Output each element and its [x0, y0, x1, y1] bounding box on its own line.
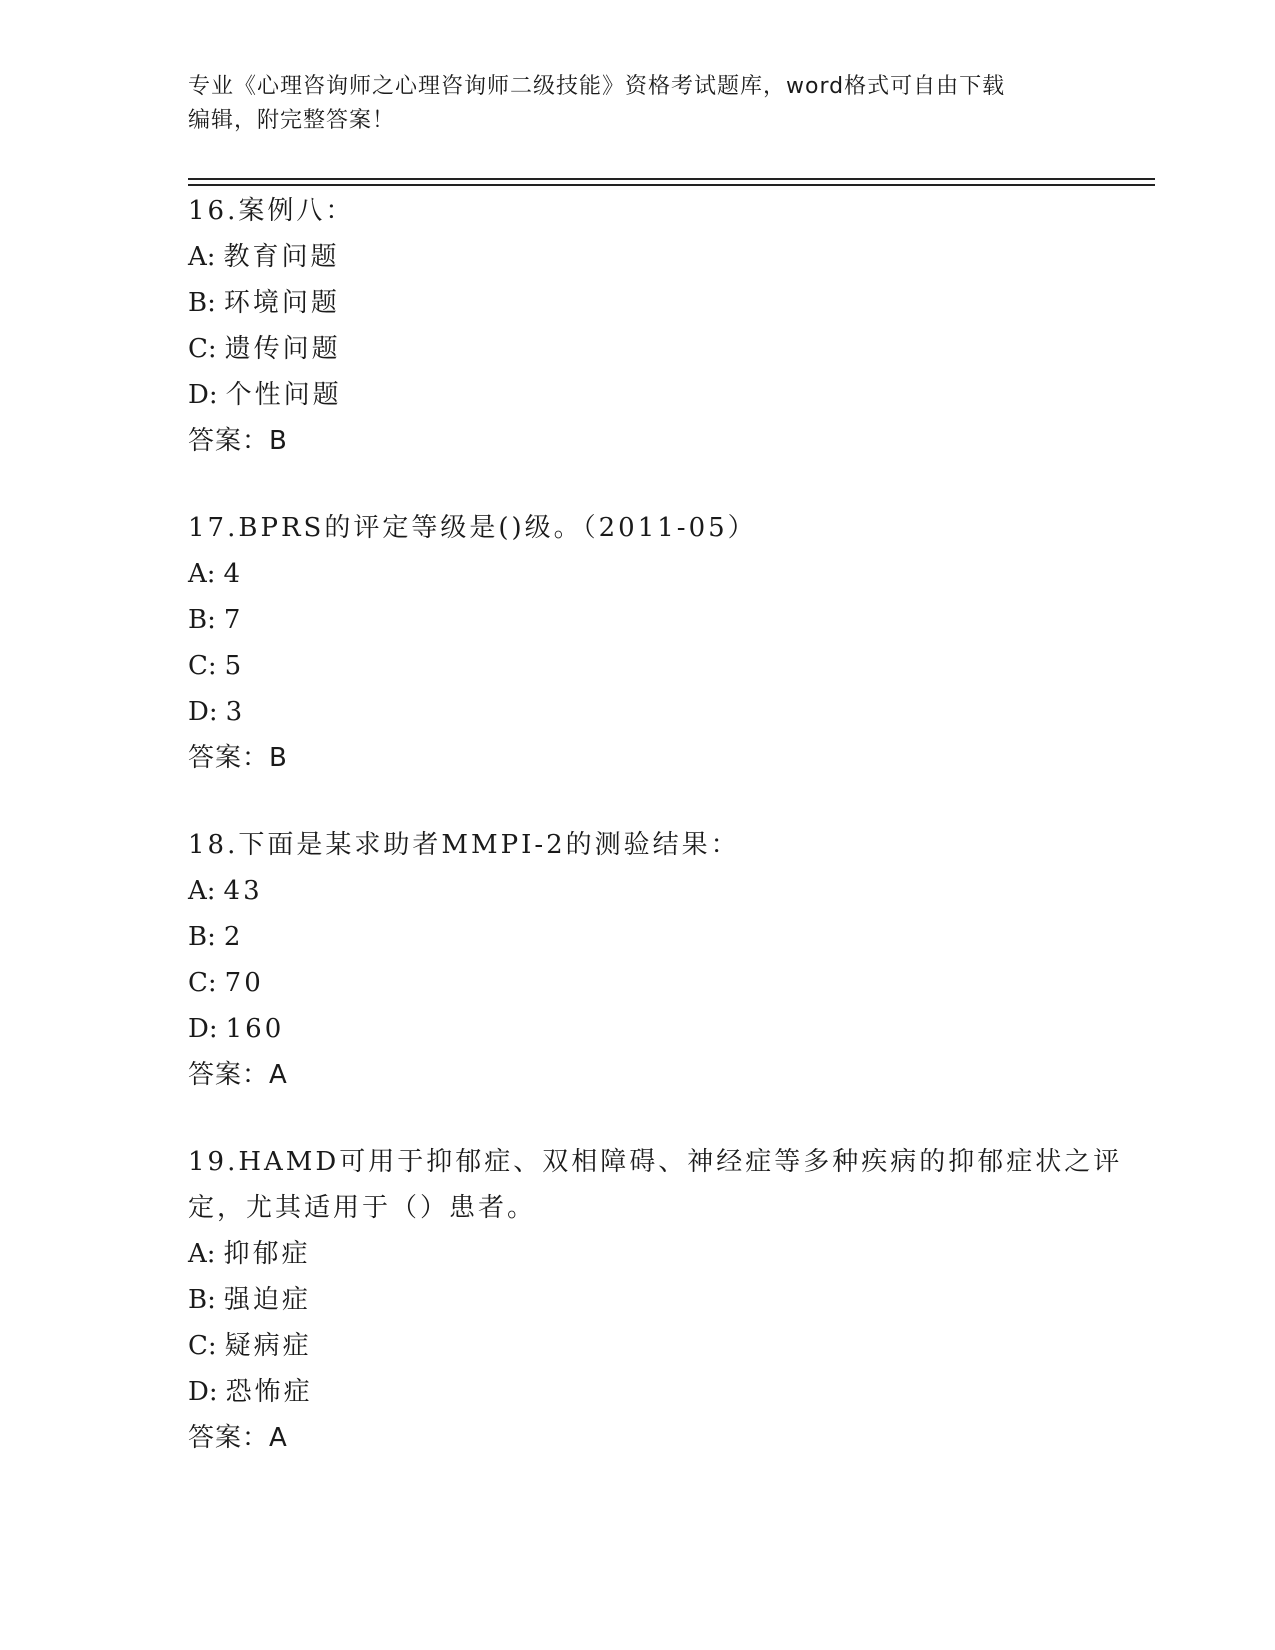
- question-17: [188, 505, 1128, 781]
- document-header: [188, 70, 1088, 138]
- option-text: 强迫症: [223, 1285, 311, 1315]
- option-b: [188, 914, 1128, 960]
- question-stem: 18.下面是某求助者MMPI-2的测验结果：: [188, 830, 740, 860]
- question-16: [188, 188, 1128, 464]
- option-text: 4: [223, 559, 244, 589]
- question-stem: 19.HAMD可用于抑郁症、双相障碍、神经症等多种疾病的抑郁症状之评定，尤其适用于（）患者。: [188, 1147, 1123, 1223]
- question-18: [188, 822, 1128, 1098]
- option-a: [188, 551, 1128, 597]
- header-line-1: 专业《心理咨询师之心理咨询师二级技能》资格考试题库，word格式可自由下载: [188, 74, 1006, 99]
- option-label: D:: [188, 380, 218, 410]
- option-d: [188, 689, 1128, 735]
- option-text: 疑病症: [224, 1331, 312, 1361]
- option-text: 遗传问题: [224, 334, 341, 364]
- option-text: 7: [223, 605, 244, 635]
- option-label: B:: [188, 288, 216, 318]
- question-19: [188, 1139, 1128, 1461]
- option-label: C:: [188, 651, 217, 681]
- option-d: [188, 1006, 1128, 1052]
- option-label: A:: [188, 1239, 216, 1269]
- option-label: B:: [188, 605, 216, 635]
- option-label: A:: [188, 242, 216, 272]
- option-label: D:: [188, 1377, 218, 1407]
- option-c: [188, 1323, 1128, 1369]
- option-label: D:: [188, 1014, 218, 1044]
- option-d: [188, 1369, 1128, 1415]
- option-a: [188, 1231, 1128, 1277]
- option-a: [188, 868, 1128, 914]
- answer-line: 答案：B: [188, 426, 288, 456]
- option-label: A:: [188, 876, 216, 906]
- option-label: D:: [188, 697, 218, 727]
- option-text: 5: [224, 651, 245, 681]
- option-b: [188, 597, 1128, 643]
- option-label: C:: [188, 968, 217, 998]
- option-text: 恐怖症: [225, 1377, 313, 1407]
- option-label: C:: [188, 1331, 217, 1361]
- option-text: 2: [223, 922, 244, 952]
- option-c: [188, 960, 1128, 1006]
- option-text: 个性问题: [225, 380, 342, 410]
- option-label: C:: [188, 334, 217, 364]
- answer-line: 答案：A: [188, 1060, 288, 1090]
- option-label: B:: [188, 1285, 216, 1315]
- header-divider-top: [188, 178, 1155, 180]
- option-b: [188, 280, 1128, 326]
- option-label: A:: [188, 559, 216, 589]
- answer-line: 答案：B: [188, 743, 288, 773]
- option-d: [188, 372, 1128, 418]
- option-text: 教育问题: [223, 242, 340, 272]
- option-text: 环境问题: [223, 288, 340, 318]
- answer-line: 答案：A: [188, 1423, 288, 1453]
- option-c: [188, 643, 1128, 689]
- header-line-2: 编辑，附完整答案！: [188, 108, 396, 133]
- question-stem: 17.BPRS的评定等级是()级。（2011-05）: [188, 513, 757, 543]
- question-list: [188, 188, 1128, 1502]
- option-text: 70: [224, 968, 264, 998]
- option-c: [188, 326, 1128, 372]
- option-text: 抑郁症: [223, 1239, 311, 1269]
- option-a: [188, 234, 1128, 280]
- option-label: B:: [188, 922, 216, 952]
- option-text: 160: [225, 1014, 285, 1044]
- header-divider-bottom: [188, 184, 1155, 186]
- option-text: 3: [225, 697, 246, 727]
- option-text: 43: [223, 876, 263, 906]
- question-stem: 16.案例八：: [188, 196, 355, 226]
- option-b: [188, 1277, 1128, 1323]
